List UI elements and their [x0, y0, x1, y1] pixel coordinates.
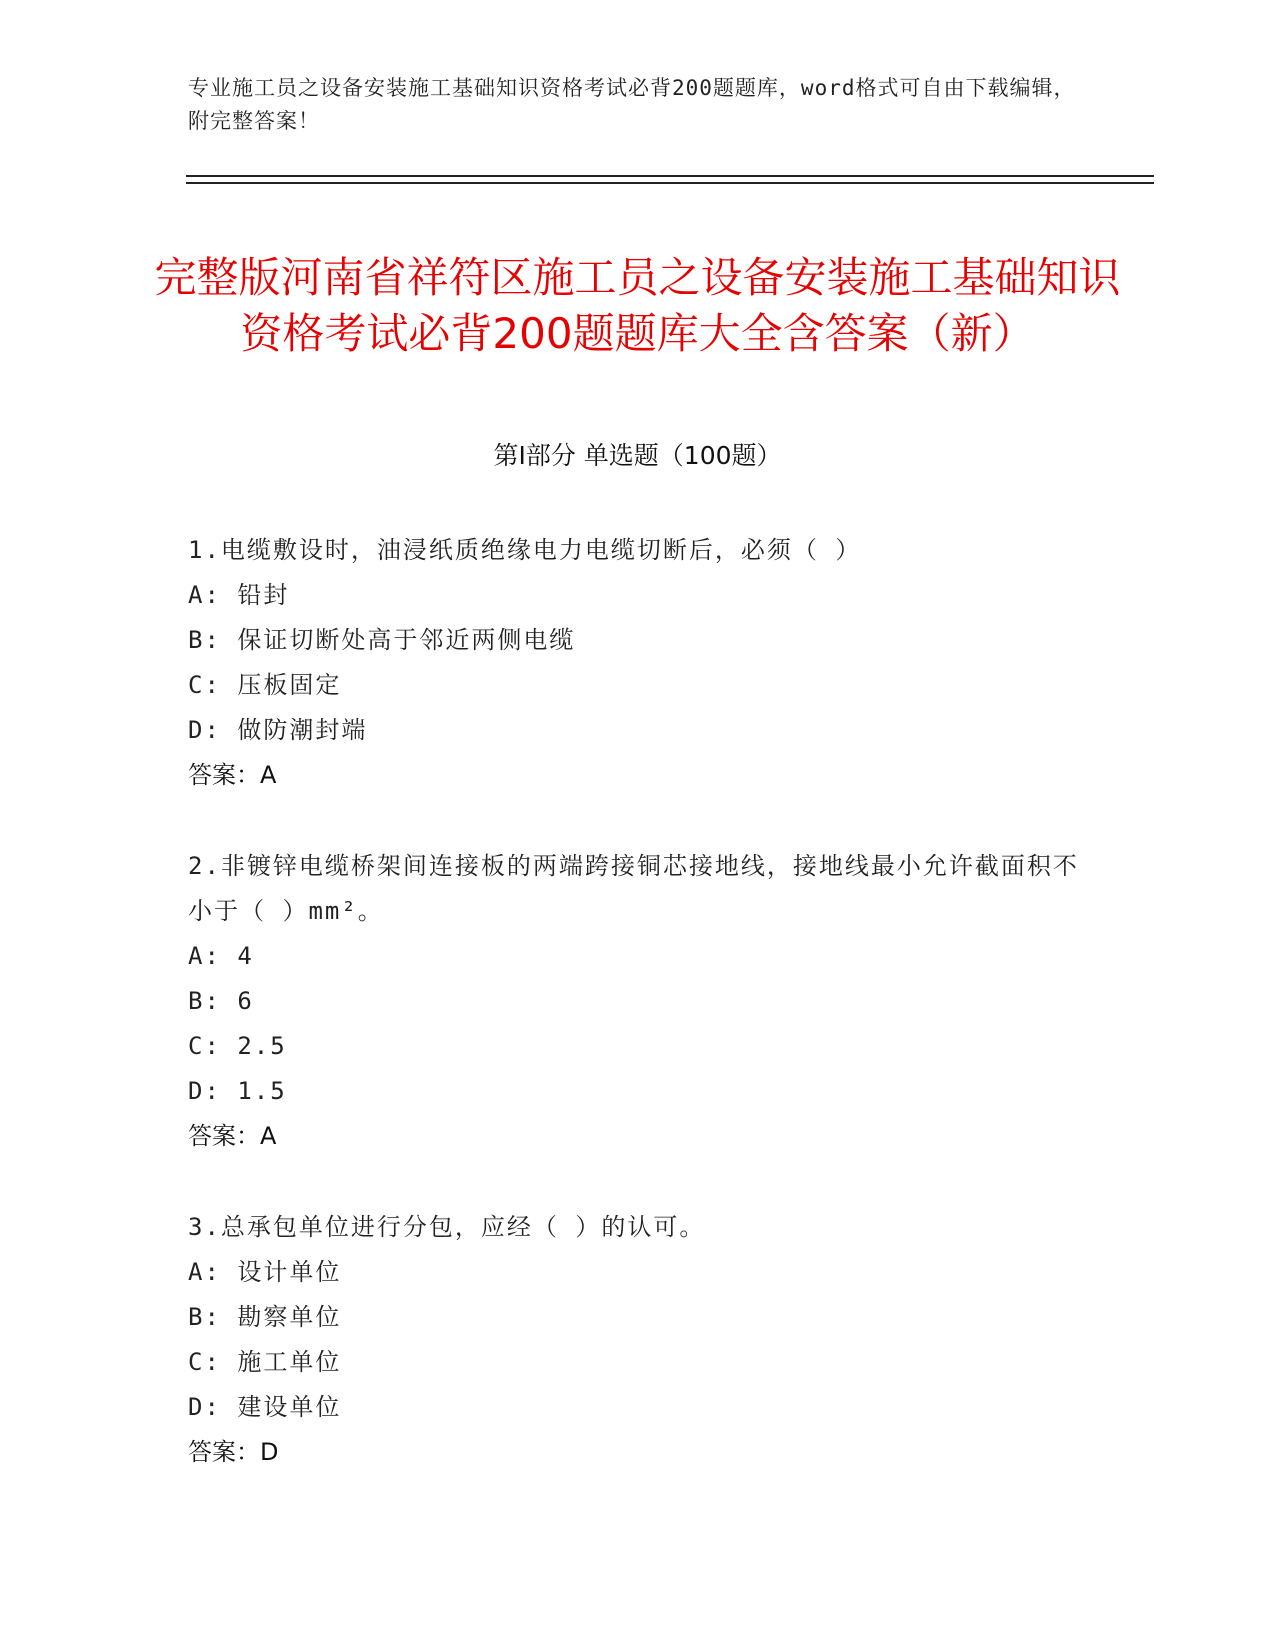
question-item-2: [188, 844, 1088, 1159]
question-text: 3.总承包单位进行分包，应经（ ）的认可。: [188, 1213, 706, 1241]
option-a: A: 铅封: [188, 581, 290, 609]
option-b: B: 保证切断处高于邻近两侧电缆: [188, 626, 576, 654]
header-note: 专业施工员之设备安装施工基础知识资格考试必背200题题库，word格式可自由下载编辑，附完整答案！: [188, 76, 1076, 133]
option-d: D: 1.5: [188, 1077, 287, 1105]
document-title: 完整版河南省祥符区施工员之设备安装施工基础知识资格考试必背200题题库大全含答案（新）: [154, 253, 1121, 359]
answer-text: 答案：A: [188, 761, 277, 789]
option-b: B: 6: [188, 987, 254, 1015]
question-text: 2.非镀锌电缆桥架间连接板的两端跨接铜芯接地线，接地线最小允许截面积不小于（ ）mm²。: [188, 852, 1079, 925]
option-b: B: 勘察单位: [188, 1303, 342, 1331]
option-d: D: 建设单位: [188, 1393, 342, 1421]
question-item-1: [188, 528, 1088, 798]
option-a: A: 设计单位: [188, 1258, 342, 1286]
section-title: 第Ⅰ部分 单选题（100题）: [493, 441, 782, 470]
question-text: 1.电缆敷设时，油浸纸质绝缘电力电缆切断后，必须（ ）: [188, 536, 862, 564]
answer-text: 答案：D: [188, 1438, 279, 1466]
header-divider-top: [186, 175, 1154, 177]
option-d: D: 做防潮封端: [188, 716, 368, 744]
question-item-3: [188, 1205, 1088, 1475]
option-c: C: 施工单位: [188, 1348, 342, 1376]
option-c: C: 2.5: [188, 1032, 287, 1060]
header-divider-bottom: [186, 182, 1154, 184]
option-a: A: 4: [188, 942, 254, 970]
answer-text: 答案：A: [188, 1122, 277, 1150]
option-c: C: 压板固定: [188, 671, 342, 699]
question-list: [188, 528, 1088, 1521]
